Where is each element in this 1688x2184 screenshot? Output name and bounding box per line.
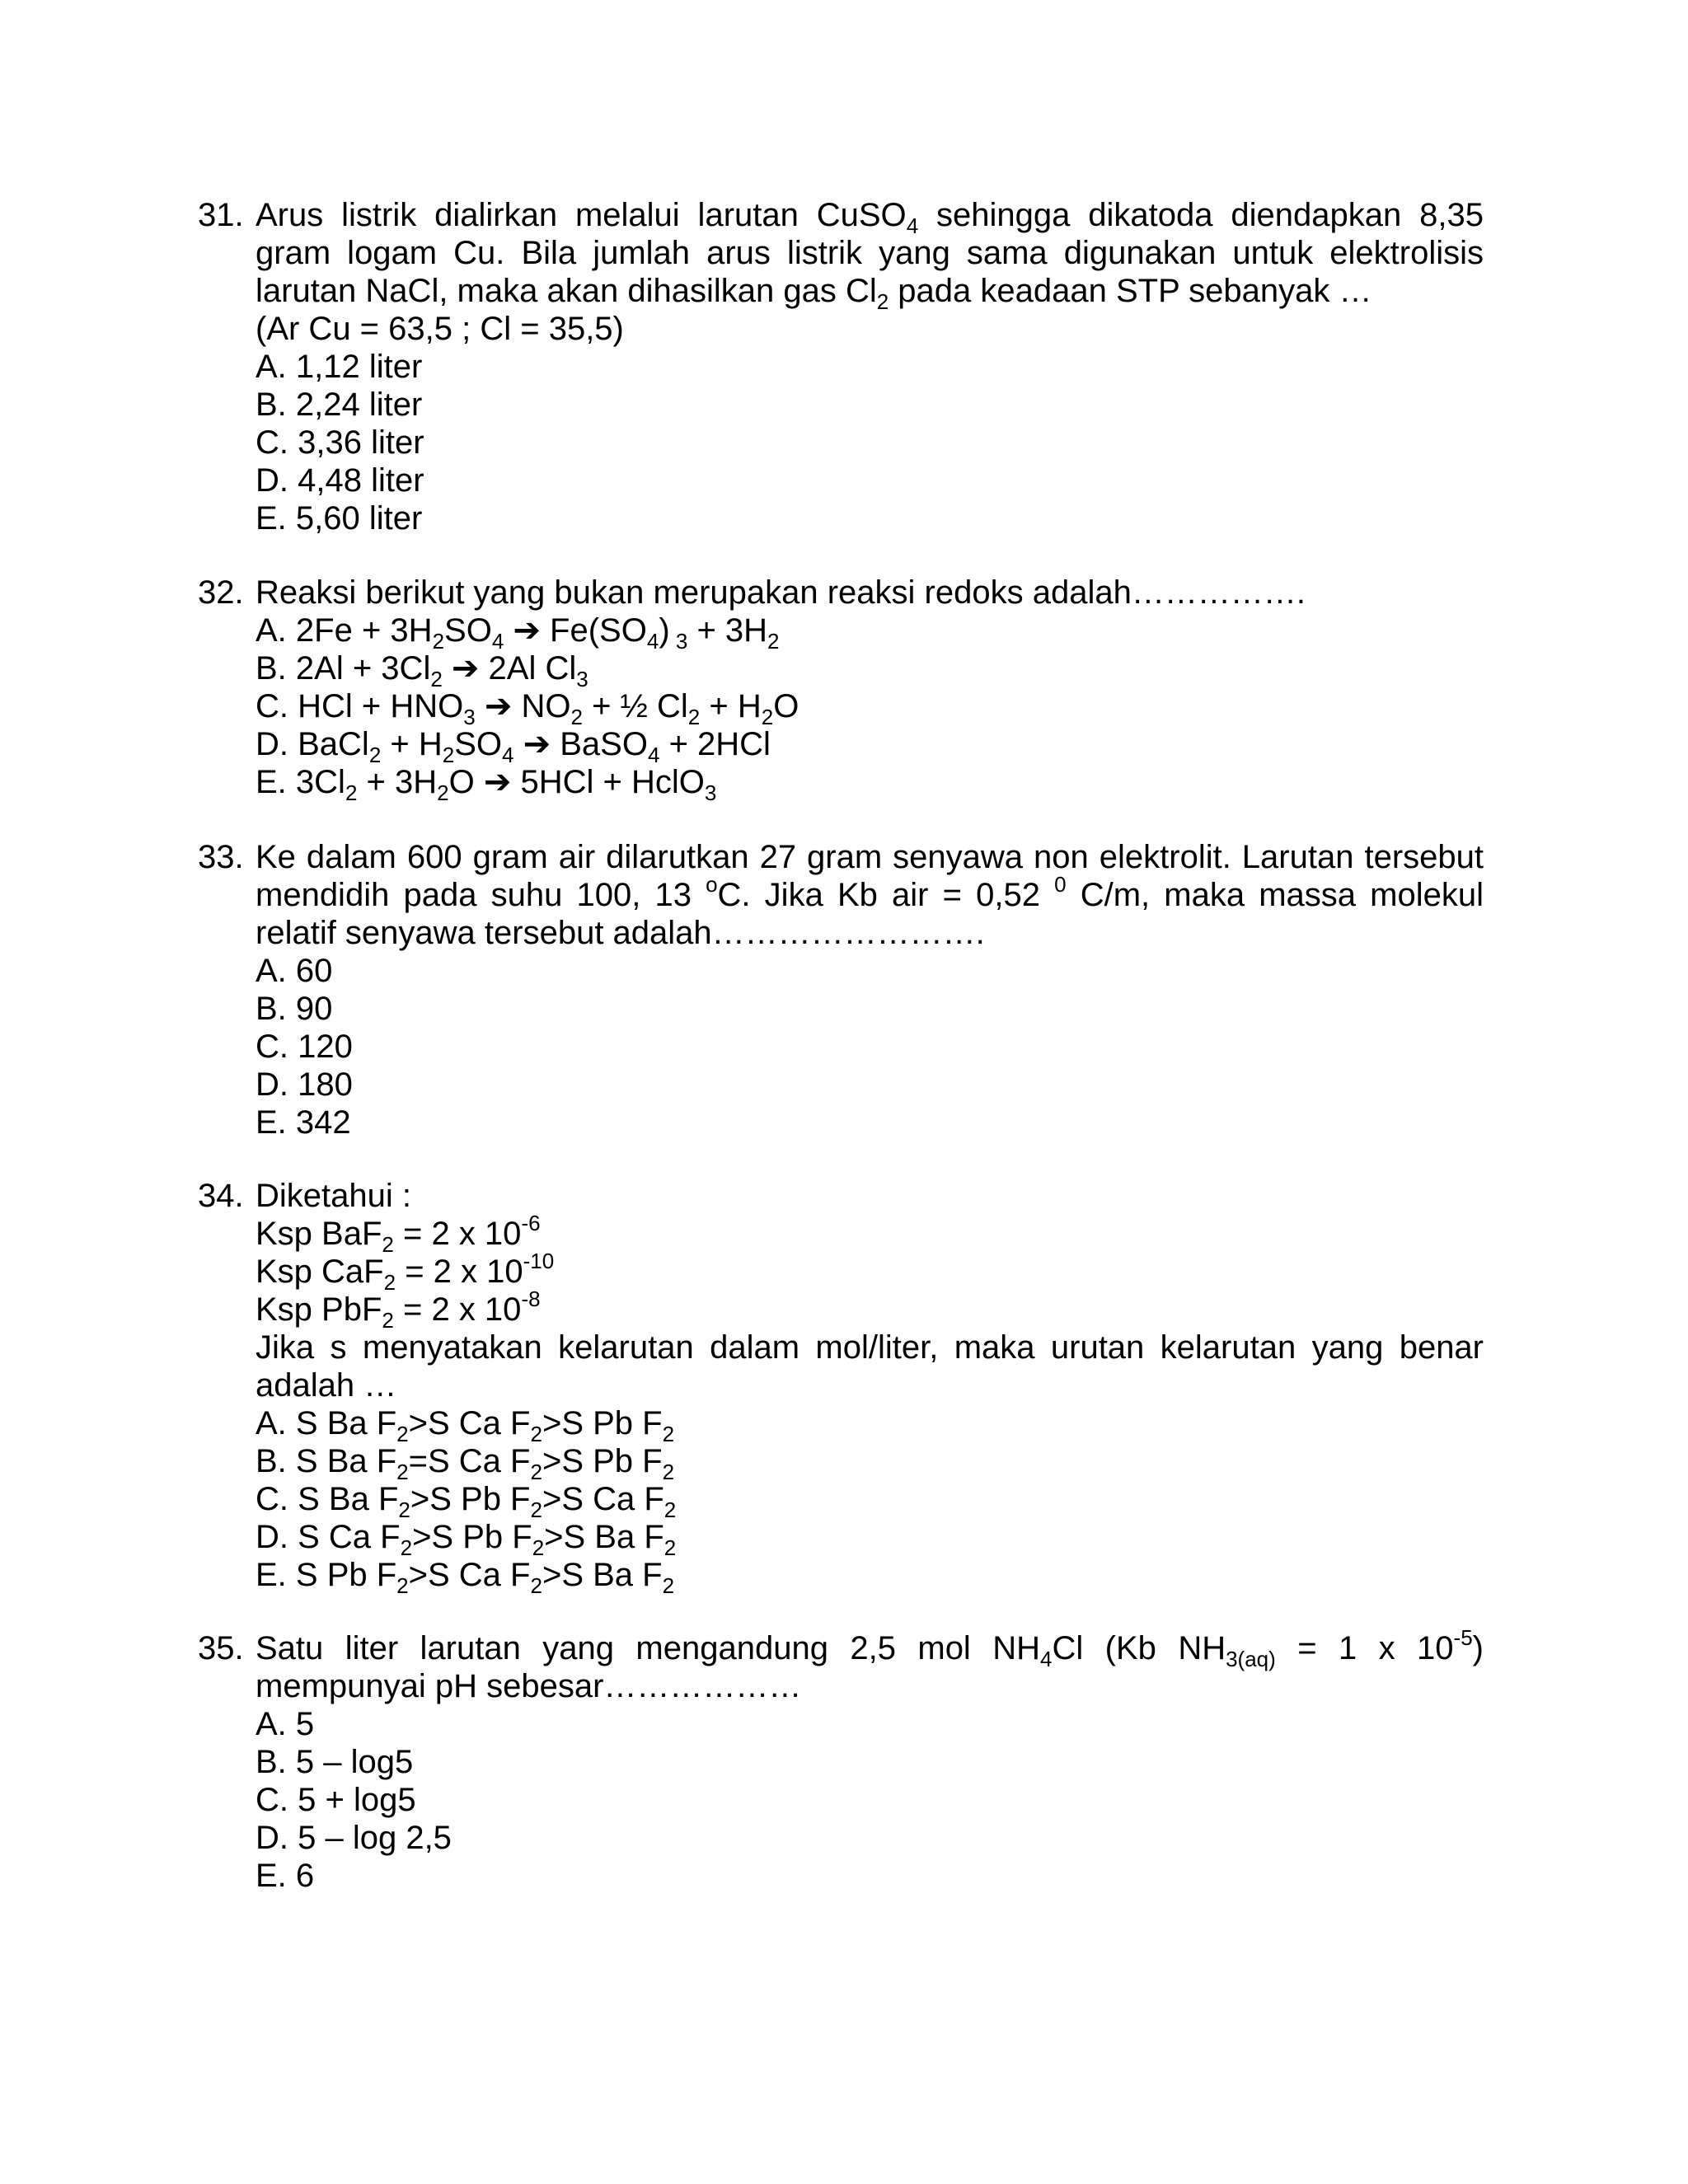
question-number: 35. bbox=[198, 1630, 244, 1666]
question-33 bbox=[198, 838, 1484, 1141]
option-b: B. 2,24 liter bbox=[256, 387, 423, 423]
option-e: E. 5,60 liter bbox=[256, 500, 423, 537]
given-data: (Ar Cu = 63,5 ; Cl = 35,5) bbox=[256, 311, 624, 347]
arrow-icon: ➔ bbox=[483, 764, 512, 800]
question-32 bbox=[198, 574, 1484, 805]
ksp-baf2: Ksp BaF$_2$ = 2 x $10^{-6}$ bbox=[256, 1211, 541, 1257]
option-c: C. 120 bbox=[256, 1029, 353, 1065]
question-stem: Ke dalam 600 gram air dilarutkan 27 gram senyawa non elektrolit. Larutan tersebut mendidih pada suhu 100, 13 $^o$C. Jika Kb air = 0,52 $^0$ C/m, maka massa molekul relatif senyawa tersebut adalah……………………. bbox=[256, 839, 1484, 951]
arrow-icon: ➔ bbox=[451, 650, 480, 687]
arrow-icon: ➔ bbox=[523, 726, 551, 762]
option-d: D. BaCl$_2$ + $H_2SO_4$ ➔ BaSO$_4$ + 2HCl bbox=[256, 726, 771, 767]
question-number: 32. bbox=[198, 574, 244, 611]
option-a: A. 5 bbox=[256, 1706, 315, 1742]
question-35 bbox=[198, 1625, 1484, 1895]
question-31 bbox=[198, 196, 1484, 537]
option-b: B. $2Al + 3Cl_2$ ➔ 2Al $Cl_3$ bbox=[256, 650, 588, 691]
option-a: A. 60 bbox=[256, 953, 333, 989]
option-a: A. S Ba $F_2>S$ Ca $F_2>S$ Pb $F_2$ bbox=[256, 1405, 675, 1446]
option-e: E. S Pb $F_2>S$ Ca $F_2>S$ Ba $F_2$ bbox=[256, 1557, 675, 1598]
question-stem: Diketahui : bbox=[256, 1178, 411, 1214]
arrow-icon: ➔ bbox=[513, 612, 541, 649]
option-b: B. 90 bbox=[256, 991, 333, 1027]
option-b: B. S Ba $F_2=S$ Ca $F_2>S$ Pb $F_2$ bbox=[256, 1443, 675, 1484]
option-b: B. 5 – log5 bbox=[256, 1744, 414, 1780]
question-stem: Arus listrik dialirkan melalui larutan CuSO$_4$ sehingga dikatoda diendapkan 8,35 gram logam Cu. Bila jumlah arus listrik yang sama digunakan untuk elektrolisis larutan NaCl, maka akan dihasilkan gas $Cl_2$ pada keadaan STP sebanyak … bbox=[256, 197, 1484, 314]
question-number: 34. bbox=[198, 1178, 244, 1214]
arrow-icon: ➔ bbox=[484, 688, 513, 724]
option-d: D. 5 – log 2,5 bbox=[256, 1820, 452, 1856]
option-e: E. $3Cl_2 + 3H_2O$ ➔ 5HCl + HclO$_3$ bbox=[256, 764, 717, 805]
option-e: E. 6 bbox=[256, 1858, 315, 1894]
option-a: A. $2Fe + 3H_2SO_4$ ➔ $Fe(SO_4) _3 + 3H_2$ bbox=[256, 612, 780, 654]
question-stem: Satu liter larutan yang mengandung 2,5 mol $NH_4Cl$ (Kb $NH_{3(aq)} = 1$ x $10^{-5}$) mempunyai pH sebesar……………… bbox=[256, 1625, 1484, 1704]
option-d: D. S Ca $F_2>S$ Pb $F_2>S$ Ba $F_2$ bbox=[256, 1519, 677, 1560]
question-text: Jika s menyatakan kelarutan dalam mol/liter, maka urutan kelarutan yang benar adalah … bbox=[256, 1329, 1484, 1404]
option-c: C. 5 + log5 bbox=[256, 1782, 416, 1818]
question-stem: Reaksi berikut yang bukan merupakan reaksi redoks adalah……………. bbox=[256, 574, 1306, 611]
ksp-pbf2: Ksp PbF$_2$ = 2 x $10^{-8}$ bbox=[256, 1286, 541, 1333]
question-34 bbox=[198, 1177, 1484, 1598]
ksp-caf2: Ksp CaF$_2$ = 2 x $10^{-10}$ bbox=[256, 1249, 555, 1295]
option-c: C. 3,36 liter bbox=[256, 424, 424, 461]
option-a: A. 1,12 liter bbox=[256, 349, 423, 385]
option-c: C. S Ba $F_2>S$ Pb $F_2>S$ Ca $F_2$ bbox=[256, 1481, 677, 1522]
question-number: 33. bbox=[198, 839, 244, 875]
option-d: D. 4,48 liter bbox=[256, 462, 424, 499]
option-e: E. 342 bbox=[256, 1104, 351, 1141]
question-number: 31. bbox=[198, 197, 244, 233]
option-d: D. 180 bbox=[256, 1066, 353, 1103]
option-c: C. HCl + $HNO_3$ ➔ $NO_2$ + ½ $Cl_2 + H_2O$ bbox=[256, 688, 799, 729]
